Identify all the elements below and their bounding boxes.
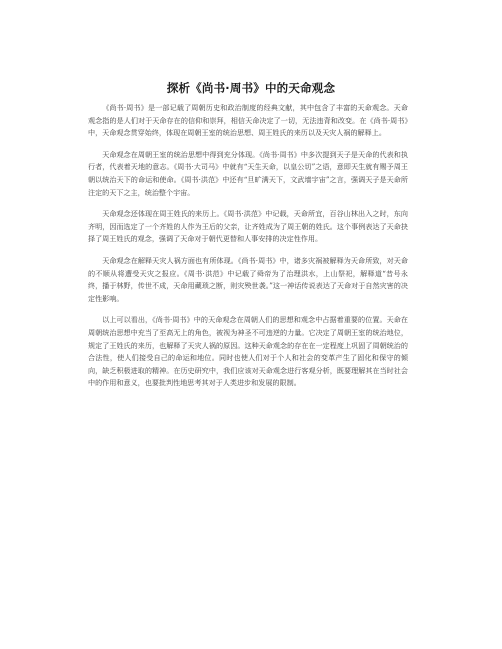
paragraph-1: 《尚书·周书》是一部记载了周朝历史和政治制度的经典文献，其中包含了丰富的天命观念。天命观念指的是人们对于天命存在的信仰和崇拜，相信天命决定了一切，无法违背和改变。在《尚书·周书》中，天命观念贯穿始终，体现在周朝王室的统治思想、周王姓氏的来历以及天灾人祸的解释上。 bbox=[88, 103, 408, 138]
paragraph-3: 天命观念还体现在周王姓氏的来历上。《周书·洪范》中记载，天命所宜，百谷山林出入之时，东向齐明，因而选定了一个齐姓的人作为王后的父亲，让齐姓成为了周王朝的姓氏。这个事例表达了天命抉择了周王姓氏的观念，强调了天命对于朝代更替和人事安排的决定性作用。 bbox=[88, 209, 408, 244]
paragraph-2: 天命观念在周朝王室的统治思想中得到充分体现。《尚书·周书》中多次提到天子是天命的代表和执行者，代表着天地的意志。《周书·大司马》中就有“天生天命，以皇公切”之语，意即天生就有赐予周王朝以统治天下的命运和使命。《周书·洪范》中还有“旦旷满天下，文武墙宇宙”之言，强调天子是天命所注定的天下之主，统治整个宇宙。 bbox=[88, 149, 408, 197]
paragraph-5: 以上可以看出，《尚书·周书》中的天命观念在周朝人们的思想和观念中占据着重要的位置。天命在周朝统治思想中充当了至高无上的角色，被视为神圣不可违逆的力量。它决定了周朝王室的统治地位，规定了王姓氏的来历，也解释了天灾人祸的原因。这种天命观念的存在在一定程度上巩固了周朝统治的合法性，使人们接受自己的命运和地位。同时也使人们对于个人和社会的变革产生了固化和保守的倾向，缺乏积极进取的精神。在历史研究中，我们应该对天命观念进行客观分析，既要理解其在当时社会中的作用和意义，也要批判性地思考其对于人类进步和发展的限制。 bbox=[88, 315, 408, 388]
document-title: 探析《尚书·周书》中的天命观念 bbox=[166, 81, 336, 95]
paragraph-4: 天命观念在解释天灾人祸方面也有所体现。《尚书·周书》中，诸多灾祸被解释为天命所致，对天命的不顺从将遭受天灾之报应。《周书·洪范》中记载了舜帝为了治理洪水，上山祭祀，解释道“昔号永终，播于林野，传世不成，天命用藏琐之断，则灾殃世袭。”这一神话传说表达了天命对于自然灾害的决定性影响。 bbox=[88, 255, 409, 303]
document-body bbox=[88, 102, 408, 399]
